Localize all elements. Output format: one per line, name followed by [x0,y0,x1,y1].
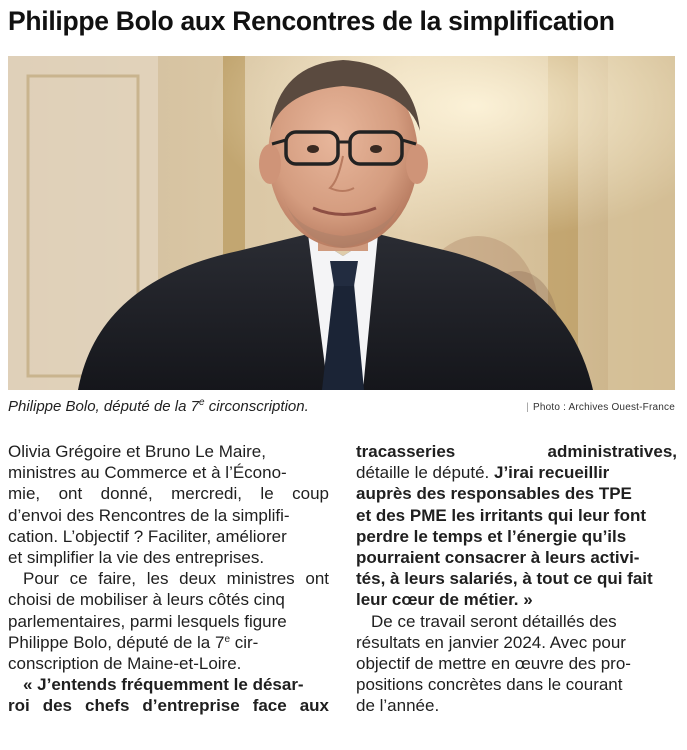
text-line: ministres au Commerce et à l’Écono- [8,463,287,483]
quote-line: tés, à leurs salariés, à tout ce qui fait [356,569,653,589]
paragraph-2 [8,568,329,674]
portrait-photo [8,56,675,390]
text-line: Olivia Grégoire et Bruno Le Maire, [8,442,266,461]
text-line: de l’année. [356,696,440,716]
quote-line: roi des chefs d’entreprise face aux [8,696,329,716]
quote-line: auprès des responsables des TPE [356,484,632,504]
photo-caption: Philippe Bolo, député de la 7e circonscription. [8,397,309,415]
article-column-left [8,441,329,717]
portrait-photo-illustration [8,56,675,390]
quote-line: pourraient consacrer à leurs activi- [356,548,640,568]
text-line: détaille le député. J’irai recueillir [356,463,610,483]
text-line: positions concrètes dans le courant [356,675,623,695]
photo-credit-text: Photo : Archives Ouest-France [533,402,675,413]
text-line: objectif de mettre en œuvre des pro- [356,654,631,674]
photo-credit: | Photo : Archives Ouest-France [526,402,675,413]
text-line: et simplifier la vie des entreprises. [8,548,265,568]
text-line: De ce travail seront détaillés des [371,611,617,631]
paragraph-4 [356,441,677,611]
quote-line: tracasseries administratives, [356,442,677,461]
text-line: conscription de Maine-et-Loire. [8,654,242,674]
text-line: résultats en janvier 2024. Avec pour [356,632,626,652]
quote-line: leur cœur de métier. » [356,590,533,610]
quote-line: « J’entends fréquemment le désar- [23,675,304,695]
paragraph-3 [8,674,329,716]
headline: Philippe Bolo aux Rencontres de la simplification [8,6,615,36]
paragraph-1 [8,441,329,568]
text-line: Philippe Bolo, député de la 7e cir- [8,632,259,652]
quote-line: perdre le temps et l’énergie qu’ils [356,526,627,546]
text-line: choisi de mobiliser à leurs côtés cinq [8,590,285,610]
paragraph-5 [356,611,677,717]
text-line: cation. L’objectif ? Faciliter, améliorer [8,526,287,546]
text-line: mie, ont donné, mercredi, le coup [8,484,329,504]
text-line: d’envoi des Rencontres de la simplifi- [8,505,290,525]
quote-line: et des PME les irritants qui leur font [356,505,646,525]
text-line: parlementaires, parmi lesquels figure [8,611,287,631]
text-line: Pour ce faire, les deux ministres ont [23,569,329,589]
article-column-right [356,441,677,717]
